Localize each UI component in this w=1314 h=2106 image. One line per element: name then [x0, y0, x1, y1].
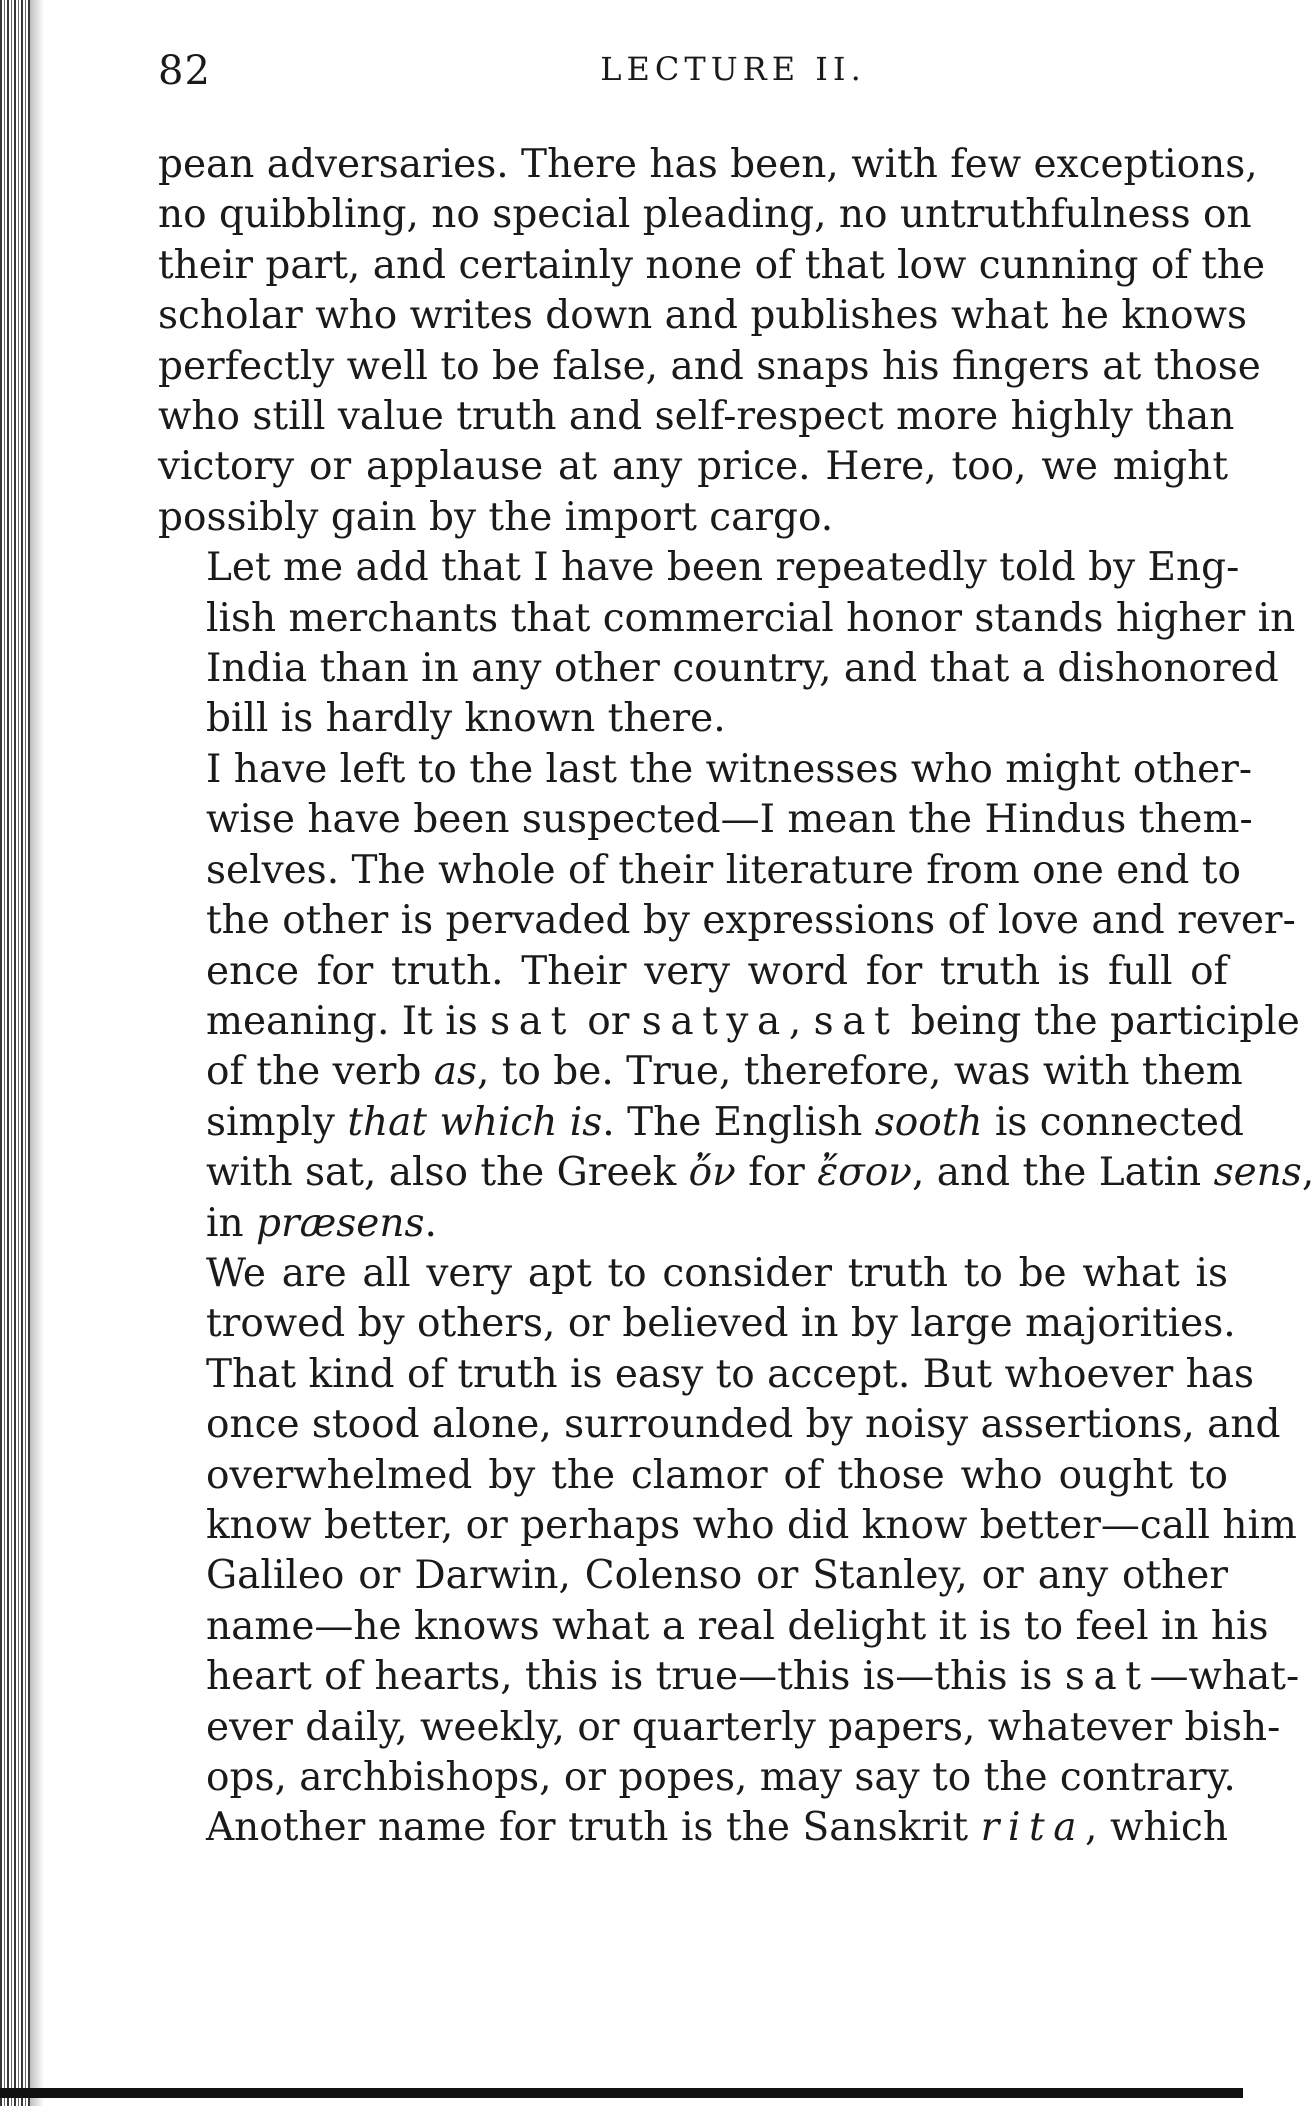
text-line: no quibbling, no special pleading, no untruthfulness on: [158, 192, 1252, 238]
sanskrit-word: sat: [490, 998, 575, 1044]
text-run: —what-: [1149, 1654, 1300, 1700]
text-line: [158, 1652, 1300, 1702]
text-run: simply: [206, 1099, 348, 1145]
text-line: overwhelmed by the clamor of those who ought to: [206, 1452, 1228, 1498]
gutter-shadow: [30, 0, 44, 2106]
text-line: know better, or perhaps who did know better—call him: [206, 1502, 1297, 1548]
running-head: LECTURE II.: [600, 50, 866, 88]
text-line: We are all very apt to consider truth to be what is: [206, 1250, 1228, 1296]
text-run: Another name for truth is the Sanskrit: [206, 1805, 981, 1851]
text-line: [158, 1148, 1314, 1198]
paragraph-2: [158, 543, 1296, 745]
text-line: Let me add that I have been repeatedly told by Eng-: [206, 545, 1240, 591]
sanskrit-word: rita: [980, 1805, 1086, 1851]
sanskrit-word: sat: [1064, 1654, 1150, 1700]
body-text: [158, 140, 1314, 1854]
text-run: , to be. True, therefore, was with them: [476, 1049, 1243, 1095]
text-line: I have left to the last the witnesses who might other-: [206, 746, 1253, 792]
text-line: their part, and certainly none of that low cunning of the: [158, 242, 1266, 288]
text-line: ence for truth. Their very word for truth is full of: [206, 948, 1228, 994]
text-line: [158, 1803, 1228, 1853]
text-line: selves. The whole of their literature from one end to: [206, 847, 1241, 893]
text-run: , which: [1085, 1805, 1228, 1851]
paragraph-1: [158, 140, 1266, 543]
text-run: .: [424, 1200, 437, 1246]
text-line: pean adversaries. There has been, with few exceptions,: [158, 142, 1258, 187]
text-line: India than in any other country, and that a dishonored: [206, 646, 1279, 692]
text-line: ops, archbishops, or popes, may say to the contrary.: [206, 1755, 1236, 1800]
greek-word: ὄν: [688, 1150, 736, 1196]
text-run: . The English: [602, 1099, 875, 1145]
sanskrit-word: satya: [641, 998, 789, 1044]
text-run: is connected: [982, 1099, 1244, 1145]
text-line: [158, 997, 1300, 1047]
page-number: 82: [158, 48, 211, 94]
text-line: possibly gain by the import cargo.: [158, 494, 834, 540]
text-run: being the participle: [898, 998, 1300, 1044]
text-run: or: [574, 998, 642, 1044]
text-run: , and the Latin: [911, 1150, 1214, 1196]
text-run: meaning. It is: [206, 998, 491, 1044]
page-header: [158, 40, 1218, 100]
sanskrit-word: sat: [813, 998, 899, 1044]
text-line: [158, 1199, 1228, 1249]
text-line: bill is hardly known there.: [206, 696, 726, 742]
greek-word: ἔσον: [817, 1150, 912, 1196]
text-line: Galileo or Darwin, Colenso or Stanley, or any other: [206, 1553, 1228, 1599]
text-line: victory or applause at any price. Here, too, we might: [158, 444, 1228, 490]
text-line: That kind of truth is easy to accept. But whoever has: [206, 1351, 1255, 1397]
text-line: name—he knows what a real delight it is to feel in his: [206, 1603, 1269, 1649]
text-line: who still value truth and self-respect more highly than: [158, 394, 1235, 440]
text-run: heart of hearts, this is true—this is—this is: [206, 1654, 1065, 1700]
italic-word: præsens: [256, 1200, 425, 1246]
text-line: scholar who writes down and publishes what he knows: [158, 293, 1247, 339]
text-run: of the verb: [206, 1049, 434, 1095]
text-line: the other is pervaded by expressions of love and rever-: [206, 898, 1296, 944]
page-bottom-edge: [0, 2088, 1243, 2098]
italic-word: sens: [1213, 1150, 1302, 1196]
italic-phrase: that which is: [347, 1099, 603, 1145]
book-spine-shadow: [0, 0, 30, 2106]
paragraph-3: [158, 745, 1314, 1249]
text-line: lish merchants that commercial honor stands higher in: [206, 595, 1296, 641]
text-line: [158, 1047, 1243, 1097]
text-line: [158, 1098, 1244, 1148]
text-run: for: [735, 1150, 818, 1196]
text-run: with sat, also the Greek: [206, 1150, 689, 1196]
text-line: once stood alone, surrounded by noisy assertions, and: [206, 1402, 1281, 1448]
italic-word: sooth: [874, 1099, 983, 1145]
text-line: wise have been suspected—I mean the Hindus them-: [206, 797, 1253, 843]
text-run: ,: [1301, 1150, 1314, 1196]
paragraph-5: [158, 1803, 1228, 1853]
text-run: ,: [788, 998, 814, 1044]
text-line: perfectly well to be false, and snaps his fingers at those: [158, 343, 1261, 389]
text-line: ever daily, weekly, or quarterly papers, whatever bish-: [206, 1704, 1281, 1750]
paragraph-4: [158, 1249, 1300, 1803]
text-line: trowed by others, or believed in by large majorities.: [206, 1301, 1236, 1347]
text-run: in: [206, 1200, 256, 1246]
italic-word: as: [433, 1049, 477, 1095]
